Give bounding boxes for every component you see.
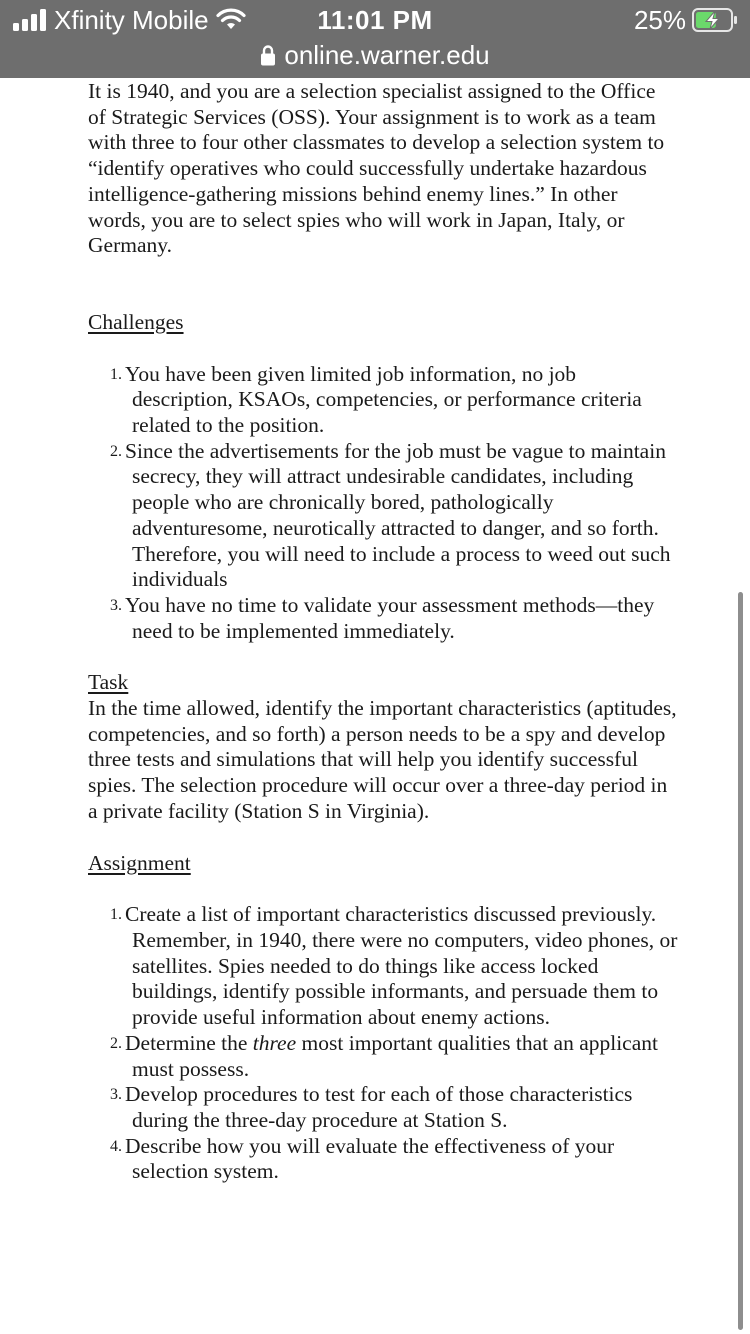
carrier-name: Xfinity Mobile: [54, 5, 209, 35]
list-item: [88, 1031, 678, 1082]
list-item: [88, 593, 678, 644]
list-item: [88, 439, 678, 593]
battery-percent: 25%: [633, 5, 686, 35]
document-body: [88, 79, 678, 1185]
list-item-text: Describe how you will evaluate the effectiveness of your selection system.: [125, 1133, 615, 1184]
list-item-text: Create a list of important characteristics discussed previously. Remember, in 1940, there were no computers, video phones, or satellites. Spies needed to do things like access locked buildings, identify possible informants, and persuade them to provide useful information about enemy actions.: [125, 902, 678, 1030]
list-number: 1.: [110, 906, 122, 924]
list-item: [88, 1134, 678, 1185]
list-number: 3.: [110, 596, 122, 614]
assignment-list: [88, 902, 678, 1185]
status-bar: [0, 0, 750, 40]
challenges-list: [88, 362, 678, 645]
intro-paragraph: It is 1940, and you are a selection specialist assigned to the Office of Strategic Services (OSS). Your assignment is to work as a team with three to four other classmates to develop a selection system to “identify operatives who could successfully undertake hazardous intelligence-gathering missions behind enemy lines.” In other words, you are to select spies who will work in Japan, Italy, or Germany.: [88, 79, 665, 258]
list-item-text: Develop procedures to test for each of those characteristics during the three-day procedure at Station S.: [125, 1082, 633, 1132]
battery-charging-icon: [692, 8, 738, 32]
vertical-scrollbar[interactable]: [738, 592, 743, 1330]
list-item-text-after: most important qualities that an applicant must possess.: [132, 1030, 658, 1081]
list-number: 2.: [110, 1034, 122, 1052]
list-item-text: You have no time to validate your assessment methods—they need to be implemented immediately.: [125, 592, 655, 643]
emphasized-word: three: [252, 1030, 297, 1055]
address-bar[interactable]: [0, 40, 750, 74]
list-item: [88, 362, 678, 439]
list-item-text: You have been given limited job information, no job description, KSAOs, competencies, or performance criteria related to the position.: [125, 361, 642, 438]
url-text: online.warner.edu: [284, 40, 490, 70]
task-paragraph: In the time allowed, identify the important characteristics (aptitudes, competencies, and so forth) a person needs to be a spy and develop three tests and simulations that will help you identify successful spies. The selection procedure will occur over a three-day period in a private facility (Station S in Virginia).: [88, 696, 677, 823]
clock: 11:01 PM: [317, 5, 433, 35]
task-heading: Task: [88, 670, 129, 695]
assignment-heading: Assignment: [88, 850, 191, 875]
list-item: [88, 902, 678, 1031]
challenges-heading: Challenges: [88, 309, 184, 334]
list-number: 4.: [110, 1137, 122, 1155]
list-number: 2.: [110, 442, 122, 460]
list-item-text-before: Determine the: [125, 1030, 253, 1055]
list-number: 1.: [110, 365, 122, 383]
list-item: [88, 1082, 678, 1133]
list-number: 3.: [110, 1086, 122, 1104]
lock-icon: [260, 44, 276, 66]
list-item-text: Since the advertisements for the job must be vague to maintain secrecy, they will attract undesirable candidates, including people who are chronically bored, pathologically adventuresome, neurotically attracted to danger, and so forth. Therefore, you will need to include a process to weed out such individuals: [125, 438, 671, 592]
browser-top-bar: [0, 0, 750, 78]
